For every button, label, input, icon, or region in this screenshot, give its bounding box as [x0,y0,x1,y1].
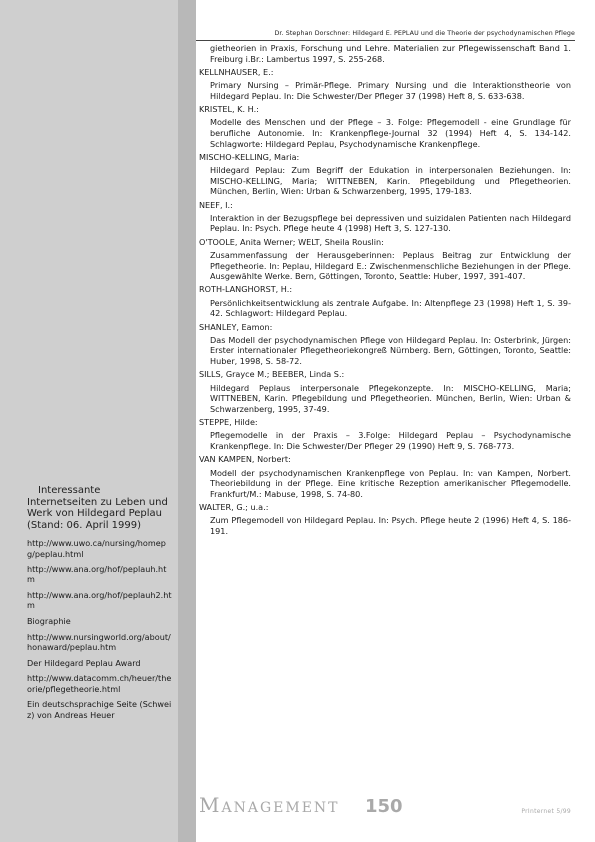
bib-reference: Zum Pflegemodell von Hildegard Peplau. In: Psych. Pflege heute 2 (1996) Heft 4, S. 186-191. [210,515,571,536]
bib-author: O'TOOLE, Anita Werner; WELT, Sheila Rouslin: [199,236,384,247]
sidebar-link[interactable]: http://www.nursingworld.org/about/honaward/peplau.htm [27,631,171,652]
bib-reference: Modell der psychodynamischen Krankenpflege von Peplau. In: van Kampen, Norbert. Theoriebildung in der Pflege. Eine kritische Rezeption amerikanischer Pflegemodelle. Frankfurt/M.: Mabuse, 1998, S. 74-80. [210,467,571,499]
bib-author: WALTER, G.; u.a.: [199,502,269,512]
footer-issue: PrInternet 5/99 [521,808,571,815]
bib-reference: Persönlichkeitsentwicklung als zentrale Aufgabe. In: Altenpflege 23 (1998) Heft 1, S. 39-42. Schlagwort: Hildegard Peplau. [210,297,571,319]
bibliography-column [199,43,571,539]
bib-author: SILLS, Grayce M.; BEEBER, Linda S.: [199,369,345,380]
bib-author: ROTH-LANGHORST, H.: [199,284,293,295]
bib-reference: Das Modell der psychodynamischen Pflege von Hildegard Peplau. In: Osterbrink, Jürgen: Erster internationaler Pflegetheoriekongreß Nürnberg. Bern, Göttingen, Toronto, Seattle: Huber, 1998, S. 58-72. [210,334,571,367]
bib-reference: Modelle des Menschen und der Pflege – 3. Folge: Pflegemodell - eine Grundlage für berufliche Autonomie. In: Krankenpflege-Journal 32 (1994) Heft 4, S. 134-142. Schlagworte: Hildegard Peplau, Psychodynamische Krankenpflege. [210,117,571,149]
bib-reference: Hildegard Peplaus interpersonale Pflegekonzepte. In: MISCHO-KELLING, Maria; WITTNEBEN, Karin. Pflegebildung und Pflegetheorien. München, Berlin, Wien: Urban & Schwarzenberg, 1995, 37-49. [210,382,571,414]
sidebar-link-caption: Ein deutschsprachige Seite (Schweiz) von Andreas Heuer [27,699,172,720]
bib-reference: Pflegemodelle in der Praxis – 3.Folge: Hildegard Peplau – Psychodynamische Krankenpflege. In: Die Schwester/Der Pfleger 29 (1990) Heft 9, S. 768-773. [210,430,571,451]
running-header: Dr. Stephan Dorschner: Hildegard E. PEPLAU und die Theorie der psychodynamischen Pflege [274,30,575,37]
bib-author: VAN KAMPEN, Norbert: [199,454,291,465]
sidebar-gutter [178,0,196,842]
bib-author: SHANLEY, Eamon: [199,321,273,332]
sidebar-link-caption: Biographie [27,616,71,627]
sidebar-link[interactable]: http://www.uwo.ca/nursing/homepg/peplau.html [27,538,166,559]
bib-author: STEPPE, Hilde: [199,417,258,428]
bib-author: KELLNHAUSER, E.: [199,66,274,77]
sidebar-link[interactable]: http://www.ana.org/hof/peplauh.htm [27,564,167,585]
bib-reference: gietheorien in Praxis, Forschung und Lehre. Materialien zur Pflegewissenschaft Band 1. Freiburg i.Br.: Lambertus 1997, S. 255-268. [210,43,571,64]
footer-section-title: Management [199,793,340,817]
sidebar-link[interactable]: http://www.ana.org/hof/peplauh2.htm [27,590,172,611]
bib-reference: Hildegard Peplau: Zum Begriff der Edukation in interpersonalen Beziehungen. In: MISCHO-KELLING, Maria; WITTNEBEN, Karin. Pflegebildung und Pflegetheorien. München, Berlin, Wien: Urban & Schwarzenberg, 1995, 179-183. [210,165,571,197]
sidebar-title: Interessante Internetseiten zu Leben und Werk von Hildegard Peplau (Stand: 06. April 1999) [27,485,168,531]
page-footer [199,793,573,819]
header-rule [196,40,575,41]
page-number: 150 [365,796,403,817]
sidebar-box [27,485,173,725]
bib-reference: Interaktion in der Bezugspflege bei depressiven und suizidalen Patienten nach Hildegard Peplau. In: Psych. Pflege heute 4 (1998) Heft 3, S. 127-130. [210,212,571,234]
bib-reference: Zusammenfassung der Herausgeberinnen: Peplaus Beitrag zur Entwicklung der Pflegetheorie. In: Peplau, Hildegard E.: Zwischenmenschliche Beziehungen in der Pflege. Ausgewählte Werke. Bern, Göttingen, Toronto, Seattle: Huber, 1997, 391-407. [210,249,571,282]
bib-author: NEEF, I.: [199,199,233,210]
bib-author: MISCHO-KELLING, Maria: [199,151,300,162]
sidebar-link-caption: Der Hildegard Peplau Award [27,657,141,668]
bib-reference: Primary Nursing – Primär-Pflege. Primary Nursing und die Interaktionstheorie von Hildegard Peplau. In: Die Schwester/Der Pfleger 37 (1998) Heft 8, S. 633-638. [210,80,571,101]
sidebar-link[interactable]: http://www.datacomm.ch/heuer/theorie/pflegetheorie.html [27,673,172,694]
bib-author: KRISTEL, K. H.: [199,104,259,115]
